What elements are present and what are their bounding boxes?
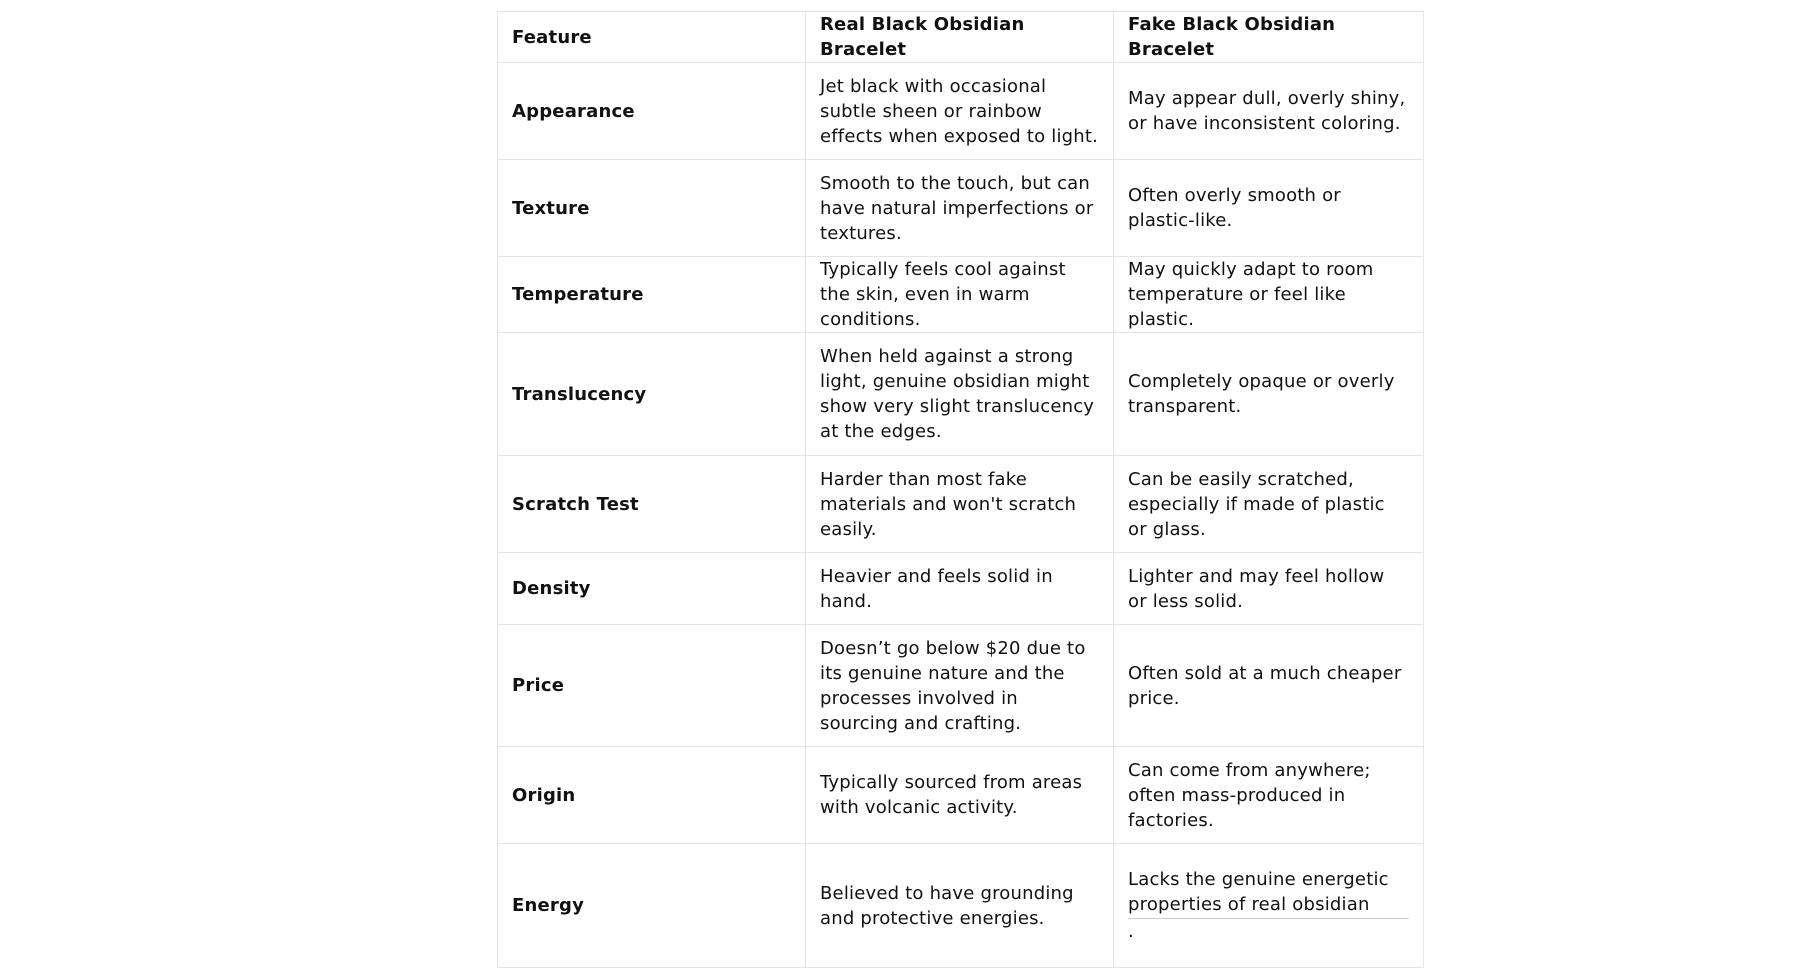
table-row <box>498 625 1424 747</box>
real-cell: Typically sourced from areas with volcanic activity. <box>806 747 1114 844</box>
feature-cell: Energy <box>498 844 806 968</box>
feature-cell: Texture <box>498 160 806 257</box>
real-cell: Jet black with occasional subtle sheen or rainbow effects when exposed to light. <box>806 63 1114 160</box>
feature-cell: Temperature <box>498 257 806 333</box>
real-cell: Smooth to the touch, but can have natural imperfections or textures. <box>806 160 1114 257</box>
fake-cell: Often overly smooth or plastic-like. <box>1114 160 1424 257</box>
fake-cell: Completely opaque or overly transparent. <box>1114 333 1424 456</box>
feature-cell: Price <box>498 625 806 747</box>
fake-cell: Can be easily scratched, especially if made of plastic or glass. <box>1114 456 1424 553</box>
table-row <box>498 456 1424 553</box>
table-row <box>498 747 1424 844</box>
feature-cell: Density <box>498 553 806 625</box>
header-feature: Feature <box>498 12 806 63</box>
header-fake: Fake Black Obsidian Bracelet <box>1114 12 1424 63</box>
fake-cell: May quickly adapt to room temperature or feel like plastic. <box>1114 257 1424 333</box>
table-row <box>498 553 1424 625</box>
real-cell: When held against a strong light, genuine obsidian might show very slight translucency at the edges. <box>806 333 1114 456</box>
real-cell: Typically feels cool against the skin, even in warm conditions. <box>806 257 1114 333</box>
table-row <box>498 257 1424 333</box>
fake-cell: May appear dull, overly shiny, or have inconsistent coloring. <box>1114 63 1424 160</box>
real-cell: Heavier and feels solid in hand. <box>806 553 1114 625</box>
feature-cell: Origin <box>498 747 806 844</box>
feature-cell: Scratch Test <box>498 456 806 553</box>
fake-cell-text: Lacks the genuine energetic properties of real obsidian <box>1128 867 1409 919</box>
real-cell: Believed to have grounding and protective energies. <box>806 844 1114 968</box>
table-header-row <box>498 12 1424 63</box>
fake-cell: Lighter and may feel hollow or less solid. <box>1114 553 1424 625</box>
feature-cell: Appearance <box>498 63 806 160</box>
header-real: Real Black Obsidian Bracelet <box>806 12 1114 63</box>
table-row <box>498 333 1424 456</box>
real-cell: Harder than most fake materials and won't scratch easily. <box>806 456 1114 553</box>
feature-cell: Translucency <box>498 333 806 456</box>
fake-cell: Often sold at a much cheaper price. <box>1114 625 1424 747</box>
real-cell: Doesn’t go below $20 due to its genuine nature and the processes involved in sourcing and crafting. <box>806 625 1114 747</box>
comparison-table <box>497 11 1424 968</box>
table-row <box>498 160 1424 257</box>
table-row <box>498 844 1424 968</box>
fake-cell: Can come from anywhere; often mass-produced in factories. <box>1114 747 1424 844</box>
fake-cell <box>1114 844 1424 968</box>
table-row <box>498 63 1424 160</box>
fake-cell-trailing-period: . <box>1128 921 1134 942</box>
